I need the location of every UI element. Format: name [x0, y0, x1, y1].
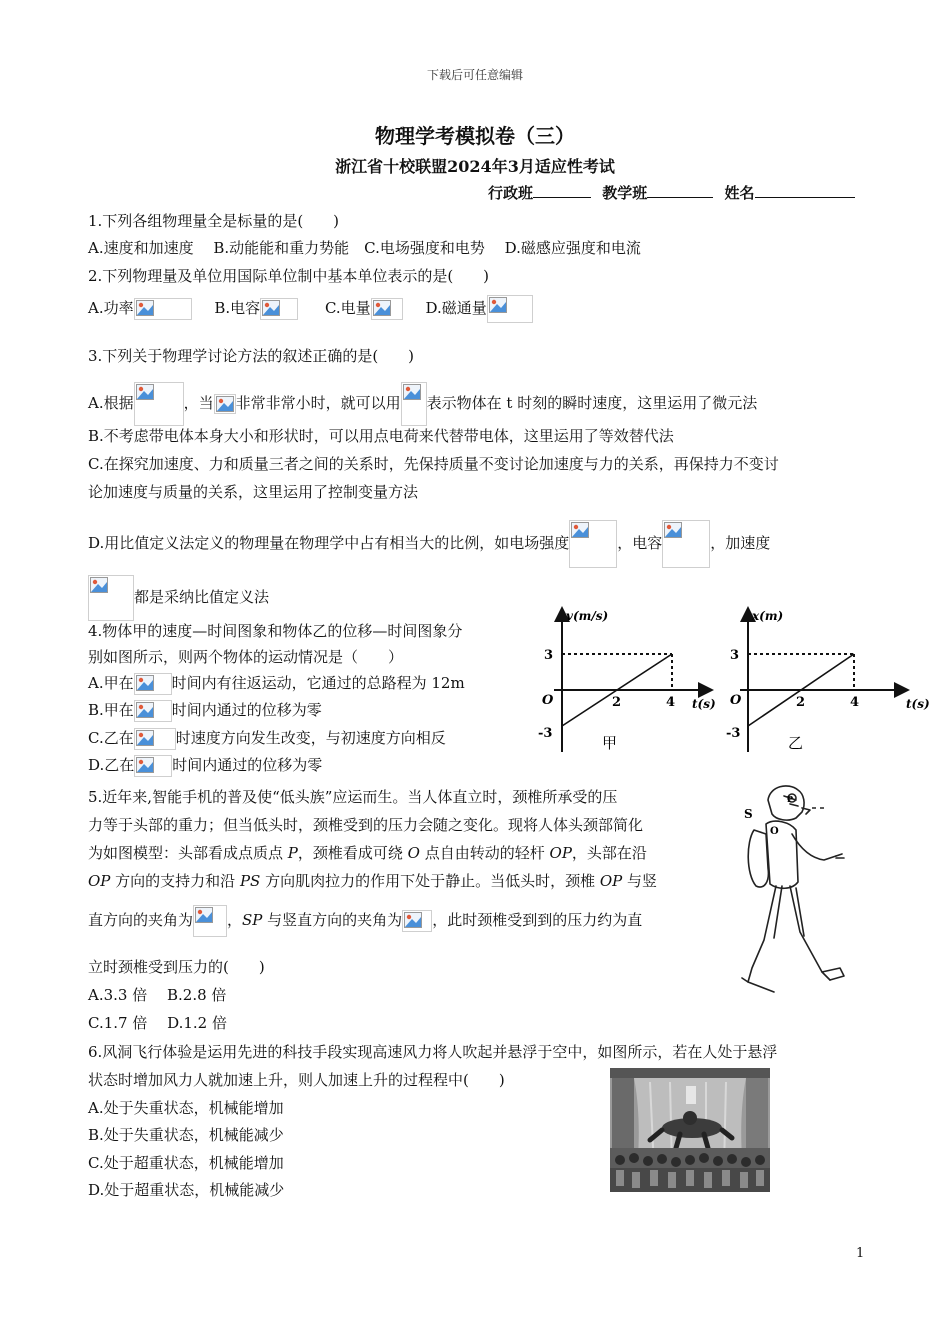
class-admin-label: 行政班 — [488, 184, 534, 202]
yi-tick-2: 2 — [796, 695, 806, 710]
broken-image-icon — [401, 382, 427, 426]
broken-image-icon — [134, 755, 172, 777]
broken-image-icon — [88, 575, 134, 621]
jia-tick-neg3: -3 — [538, 726, 553, 741]
broken-image-icon — [569, 520, 617, 568]
q5-line1: 5.近年来,智能手机的普及使“低头族”应运而生。当人体直立时，颈椎所承受的压 — [88, 788, 618, 806]
q6-option-c: C.处于超重状态，机械能增加 — [88, 1154, 284, 1172]
q4-stem-line2: 别如图所示，则两个物体的运动情况是（ ） — [88, 648, 404, 666]
name-blank[interactable] — [755, 183, 855, 198]
jia-tick-2: 2 — [612, 695, 622, 710]
q5-options-cd: C.1.7 倍 D.1.2 倍 — [88, 1014, 227, 1032]
broken-image-icon — [134, 673, 172, 695]
q6-line1: 6.风洞飞行体验是运用先进的科技手段实现高速风力将人吹起并悬浮于空中，如图所示，若在人处于悬浮 — [88, 1043, 778, 1061]
page-subtitle: 浙江省十校联盟2024年3月适应性考试 — [335, 157, 615, 176]
q4-option-d: D.乙在 时间内通过的位移为零 — [88, 754, 322, 777]
yi-xlabel: t(s) — [906, 697, 930, 711]
q5-person-figure — [740, 778, 870, 1000]
figure-label-o: O — [770, 826, 779, 837]
jia-origin: O — [542, 693, 554, 708]
broken-image-icon — [214, 394, 236, 414]
graph-jia — [538, 609, 716, 752]
broken-image-icon — [134, 700, 172, 722]
q3-option-c-line1: C.在探究加速度、力和质量三者之间的关系时，先保持质量不变讨论加速度与力的关系，再保持力不变讨 — [88, 455, 779, 473]
q5-line4: OP 方向的支持力和沿 PS 方向肌肉拉力的作用下处于静止。当低头时，颈椎 OP 与竖 — [88, 872, 658, 890]
yi-tick-neg3: -3 — [726, 726, 741, 741]
wind-tunnel-photo — [610, 1068, 770, 1192]
q6-option-d: D.处于超重状态，机械能减少 — [88, 1181, 285, 1199]
name-label: 姓名 — [724, 184, 755, 202]
q4-graphs — [532, 602, 932, 762]
q6-line2: 状态时增加风力人就加速上升，则人加速上升的过程程中( ) — [88, 1071, 505, 1089]
figure-label-p: P — [787, 794, 794, 804]
q5-line6: 立时颈椎受到压力的( ) — [88, 958, 265, 976]
graph-yi — [726, 609, 930, 752]
q5-line2: 力等于头部的重力；但当低头时，颈椎受到的压力会随之变化。现将人体头颈部简化 — [88, 816, 644, 834]
q4-option-a: A.甲在 时间内有往返运动，它通过的总路程为 12m — [88, 672, 465, 695]
class-teach-blank[interactable] — [647, 183, 713, 198]
yi-tick-4: 4 — [850, 695, 860, 710]
broken-image-icon — [662, 520, 710, 568]
q1-stem: 1.下列各组物理量全是标量的是( ) — [88, 212, 340, 230]
q3-option-d-line1: D.用比值定义法定义的物理量在物理学中占有相当大的比例，如电场强度 ，电容 ，加速度 — [88, 520, 770, 568]
figure-label-s: S — [744, 807, 753, 821]
q3-option-d-line2: 都是采纳比值定义法 — [88, 575, 269, 621]
q3-option-a: A.根据 ，当 非常非常小时，就可以用 表示物体在 t 时刻的瞬时速度，这里运用了微元法 — [88, 382, 757, 426]
q3-option-b: B.不考虑带电体本身大小和形状时，可以用点电荷来代替带电体，这里运用了等效替代法 — [88, 427, 674, 445]
q2-option-d: D.磁通量 — [425, 299, 487, 317]
q6-option-b: B.处于失重状态，机械能减少 — [88, 1126, 284, 1144]
q2-stem: 2.下列物理量及单位用国际单位制中基本单位表示的是( ) — [88, 267, 490, 285]
q2-option-a: A.功率 — [88, 299, 134, 317]
broken-image-icon — [134, 728, 176, 750]
q4-option-b: B.甲在 时间内通过的位移为零 — [88, 699, 322, 722]
yi-caption: 乙 — [788, 734, 804, 752]
q1-options: A.速度和加速度 B.动能能和重力势能 C.电场强度和电势 D.磁感应强度和电流 — [88, 239, 641, 257]
q2-option-c: C.电量 — [324, 299, 371, 317]
jia-xlabel: t(s) — [692, 697, 716, 711]
q4-stem-line1: 4.物体甲的速度—时间图象和物体乙的位移—时间图象分 — [88, 622, 463, 640]
broken-image-icon — [371, 298, 403, 320]
broken-image-icon — [134, 382, 184, 426]
broken-image-icon — [487, 295, 533, 323]
yi-origin: O — [730, 693, 742, 708]
q6-option-a: A.处于失重状态，机械能增加 — [88, 1099, 284, 1117]
yi-tick-3: 3 — [730, 648, 740, 663]
class-teach-label: 教学班 — [602, 184, 648, 202]
jia-tick-3: 3 — [544, 648, 554, 663]
page-number: 1 — [856, 1246, 865, 1261]
q4-option-c: C.乙在 时速度方向发生改变，与初速度方向相反 — [88, 727, 446, 750]
q2-options — [88, 295, 533, 323]
q3-option-c-line2: 论加速度与质量的关系，这里运用了控制变量方法 — [88, 483, 419, 501]
broken-image-icon — [193, 905, 227, 937]
broken-image-icon — [260, 298, 298, 320]
page-header: 下载后可任意编辑 — [426, 68, 523, 82]
q5-line3: 为如图模型：头部看成点质点 P，颈椎看成可绕 O 点自由转动的轻杆 OP，头部在沿 — [88, 844, 647, 862]
q5-line5: 直方向的夹角为 ，SP 与竖直方向的夹角为 ，此时颈椎受到到的压力约为直 — [88, 905, 642, 937]
q2-option-b: B.电容 — [214, 299, 261, 317]
jia-ylabel: v(m/s) — [566, 609, 609, 623]
yi-ylabel: x(m) — [752, 609, 784, 623]
student-info — [488, 182, 861, 203]
q3-stem: 3.下列关于物理学讨论方法的叙述正确的是( ) — [88, 347, 415, 365]
jia-tick-4: 4 — [666, 695, 676, 710]
page-title: 物理学考模拟卷（三） — [375, 124, 575, 148]
q5-options-ab: A.3.3 倍 B.2.8 倍 — [88, 986, 227, 1004]
broken-image-icon — [402, 910, 432, 932]
broken-image-icon — [134, 298, 192, 320]
class-admin-blank[interactable] — [533, 183, 591, 198]
jia-caption: 甲 — [602, 734, 618, 752]
